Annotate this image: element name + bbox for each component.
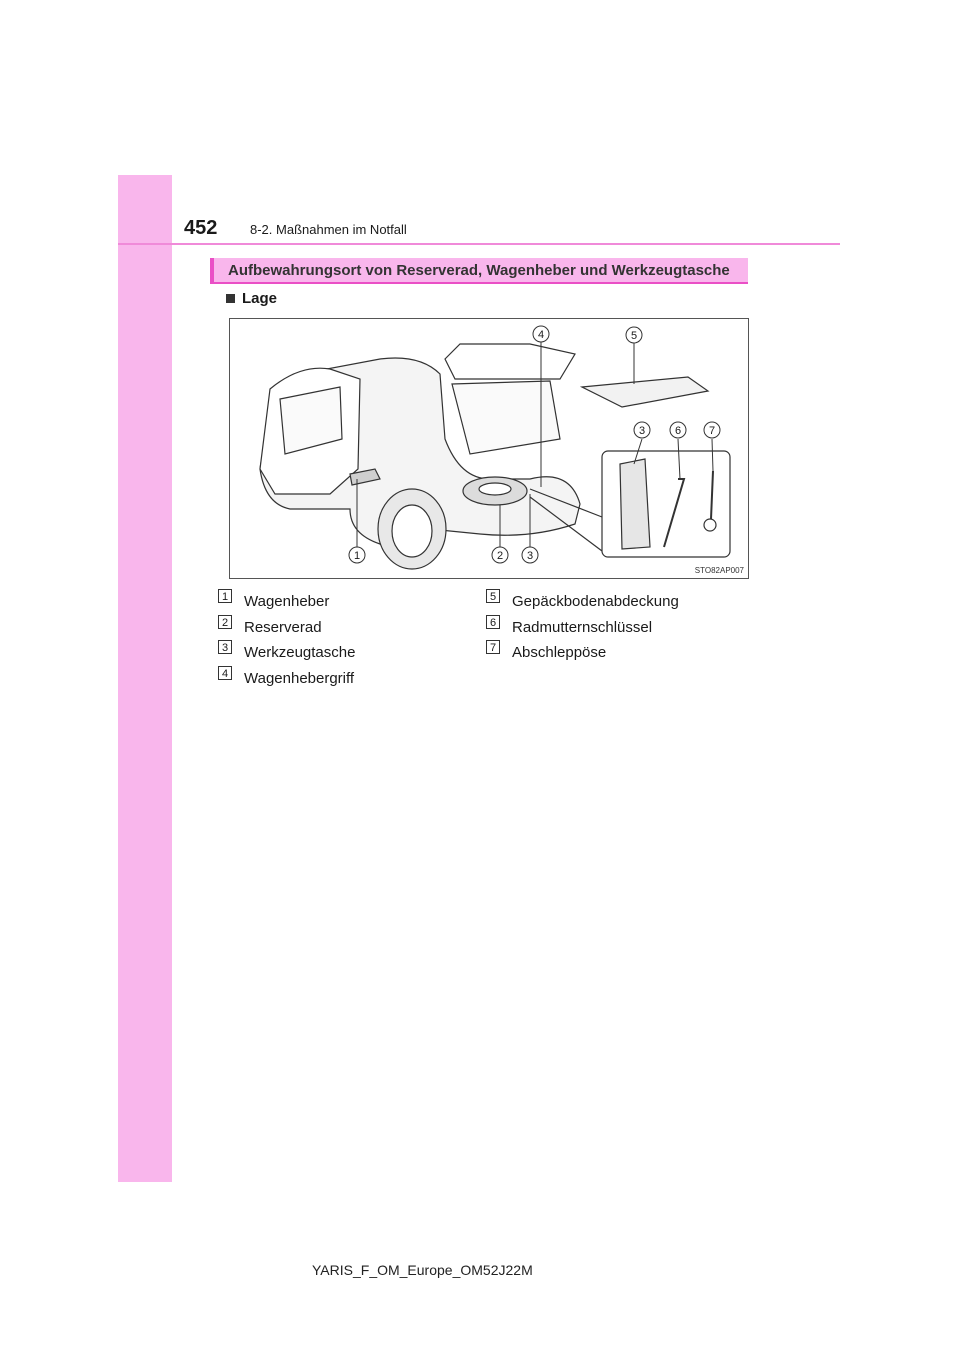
legend-item <box>218 641 356 661</box>
legend-item <box>486 641 607 661</box>
legend-label: Wagenheber <box>244 593 330 610</box>
footer-doc-code: YARIS_F_OM_Europe_OM52J22M <box>312 1262 533 1278</box>
callout-label-2: 2 <box>496 550 504 562</box>
header-rule <box>118 243 840 245</box>
legend-label: Radmutternschlüssel <box>512 619 653 636</box>
callout-label-3b: 3 <box>638 425 646 437</box>
legend-label: Gepäckbodenabdeckung <box>512 593 679 610</box>
legend-number: 2 <box>218 615 232 629</box>
figure <box>229 318 749 579</box>
legend-item <box>218 616 322 636</box>
legend-number: 5 <box>486 589 500 603</box>
heading-text: Aufbewahrungsort von Reserverad, Wagenheber und Werkzeugtasche <box>228 262 730 279</box>
legend-number: 7 <box>486 640 500 654</box>
figure-code: STO82AP007 <box>694 566 744 575</box>
square-bullet-icon <box>226 294 235 303</box>
callout-label-3: 3 <box>526 550 534 562</box>
legend-item <box>486 616 653 636</box>
callout-label-4: 4 <box>537 329 545 341</box>
heading-bar <box>210 258 748 284</box>
section-title: 8-2. Maßnahmen im Notfall <box>250 222 407 237</box>
legend-number: 3 <box>218 640 232 654</box>
legend-item <box>218 667 355 687</box>
legend-number: 6 <box>486 615 500 629</box>
car-illustration <box>230 319 750 580</box>
legend-label: Wagenhebergriff <box>244 670 355 687</box>
callout-label-7: 7 <box>708 425 716 437</box>
side-tab <box>118 175 172 1182</box>
subheading-text: Lage <box>242 290 278 307</box>
legend-number: 4 <box>218 666 232 680</box>
legend-label: Werkzeugtasche <box>244 644 356 661</box>
legend-item <box>218 590 330 610</box>
callout-label-6: 6 <box>674 425 682 437</box>
legend-label: Reserverad <box>244 619 322 636</box>
legend-number: 1 <box>218 589 232 603</box>
subheading <box>226 290 277 307</box>
legend-label: Abschleppöse <box>512 644 607 661</box>
page-number: 452 <box>184 217 218 239</box>
callout-label-5: 5 <box>630 330 638 342</box>
legend-item <box>486 590 679 610</box>
callout-label-1: 1 <box>353 550 361 562</box>
